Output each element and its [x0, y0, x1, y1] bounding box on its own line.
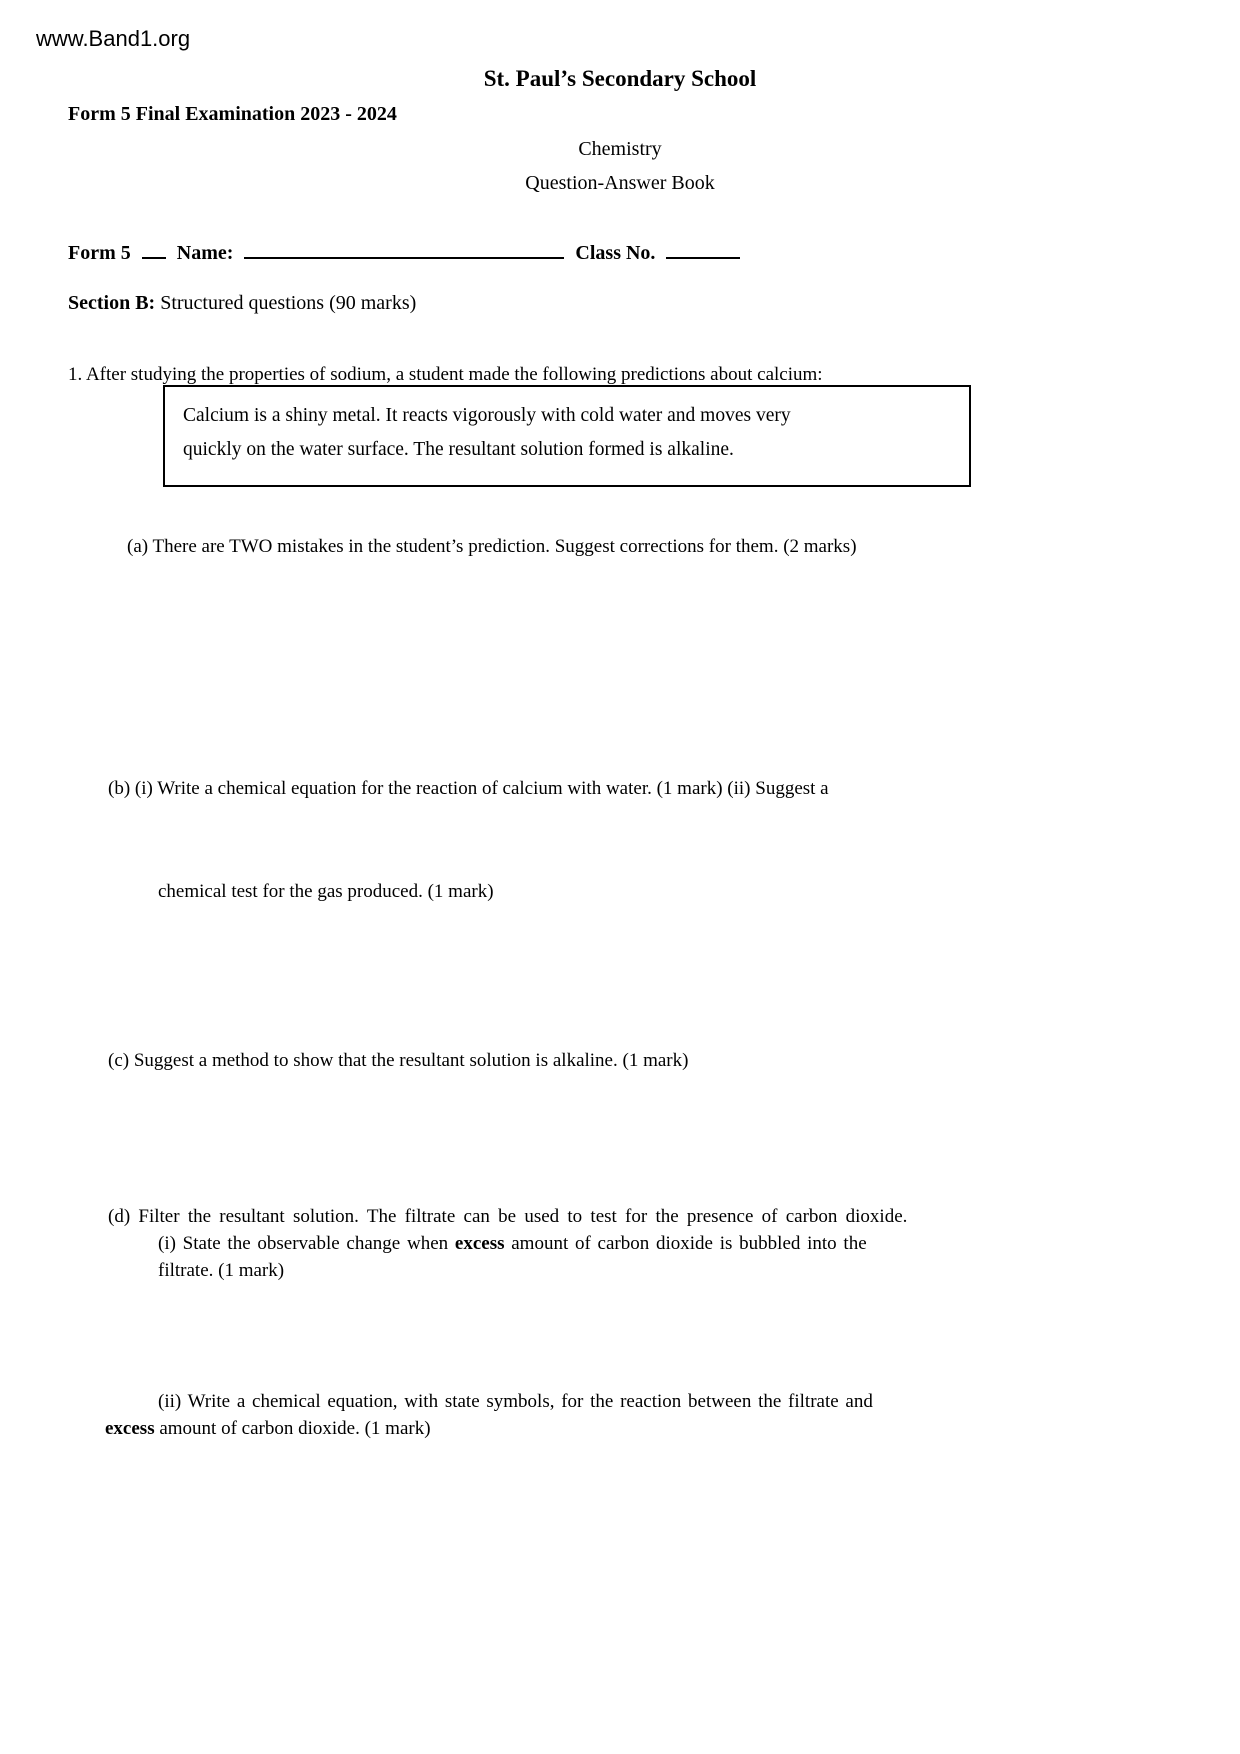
form-blank-line	[142, 240, 166, 259]
question-1c: (c) Suggest a method to show that the resultant solution is alkaline. (1 mark)	[108, 1050, 689, 1071]
exam-title: Form 5 Final Examination 2023 - 2024	[68, 103, 397, 125]
class-no-label: Class No.	[575, 242, 656, 264]
watermark: www.Band1.org	[36, 26, 191, 51]
question-1d-i-excess-bold: excess	[454, 1233, 505, 1254]
class-no-blank-line	[666, 240, 740, 259]
prediction-box-line-1: Calcium is a shiny metal. It reacts vigorously with cold water and moves very	[183, 405, 791, 426]
question-1d-line-1: (d) Filter the resultant solution. The filtrate can be used to test for the presence of carbon dioxide.	[108, 1206, 908, 1227]
question-1-intro: 1. After studying the properties of sodium, a student made the following predictions about calcium:	[68, 364, 823, 385]
section-description: Structured questions (90 marks)	[160, 292, 417, 314]
section-label: Section B:	[68, 292, 156, 314]
book-type: Question-Answer Book	[525, 172, 715, 194]
student-info-line	[68, 240, 746, 265]
question-1d-i-text-post: amount of carbon dioxide is bubbled into the	[504, 1233, 867, 1254]
question-1d-i-line-1	[158, 1233, 867, 1255]
prediction-box-line-2: quickly on the water surface. The resultant solution formed is alkaline.	[183, 439, 734, 460]
question-1b-line-2: chemical test for the gas produced. (1 mark)	[158, 881, 494, 902]
question-1d-ii-text-rest: amount of carbon dioxide. (1 mark)	[154, 1418, 431, 1439]
question-1d-ii-line-2	[105, 1418, 431, 1440]
school-name: St. Paul’s Secondary School	[483, 66, 757, 91]
question-1b-line-1: (b) (i) Write a chemical equation for the reaction of calcium with water. (1 mark) (ii) Suggest a	[108, 778, 829, 799]
question-1d-ii-line-1: (ii) Write a chemical equation, with state symbols, for the reaction between the filtrate and	[158, 1391, 873, 1412]
question-1d-ii-excess-bold: excess	[105, 1418, 155, 1439]
name-label: Name:	[176, 242, 234, 264]
question-1d-i-line-2: filtrate. (1 mark)	[158, 1260, 285, 1281]
form-label: Form 5	[68, 242, 131, 264]
question-1a: (a) There are TWO mistakes in the student’s prediction. Suggest corrections for them. (2 marks)	[127, 536, 857, 557]
name-blank-line	[244, 240, 564, 259]
question-1d-i-text-pre: (i) State the observable change when	[158, 1233, 455, 1254]
subject-title: Chemistry	[578, 138, 662, 160]
section-heading	[68, 292, 416, 315]
prediction-box	[163, 385, 971, 487]
